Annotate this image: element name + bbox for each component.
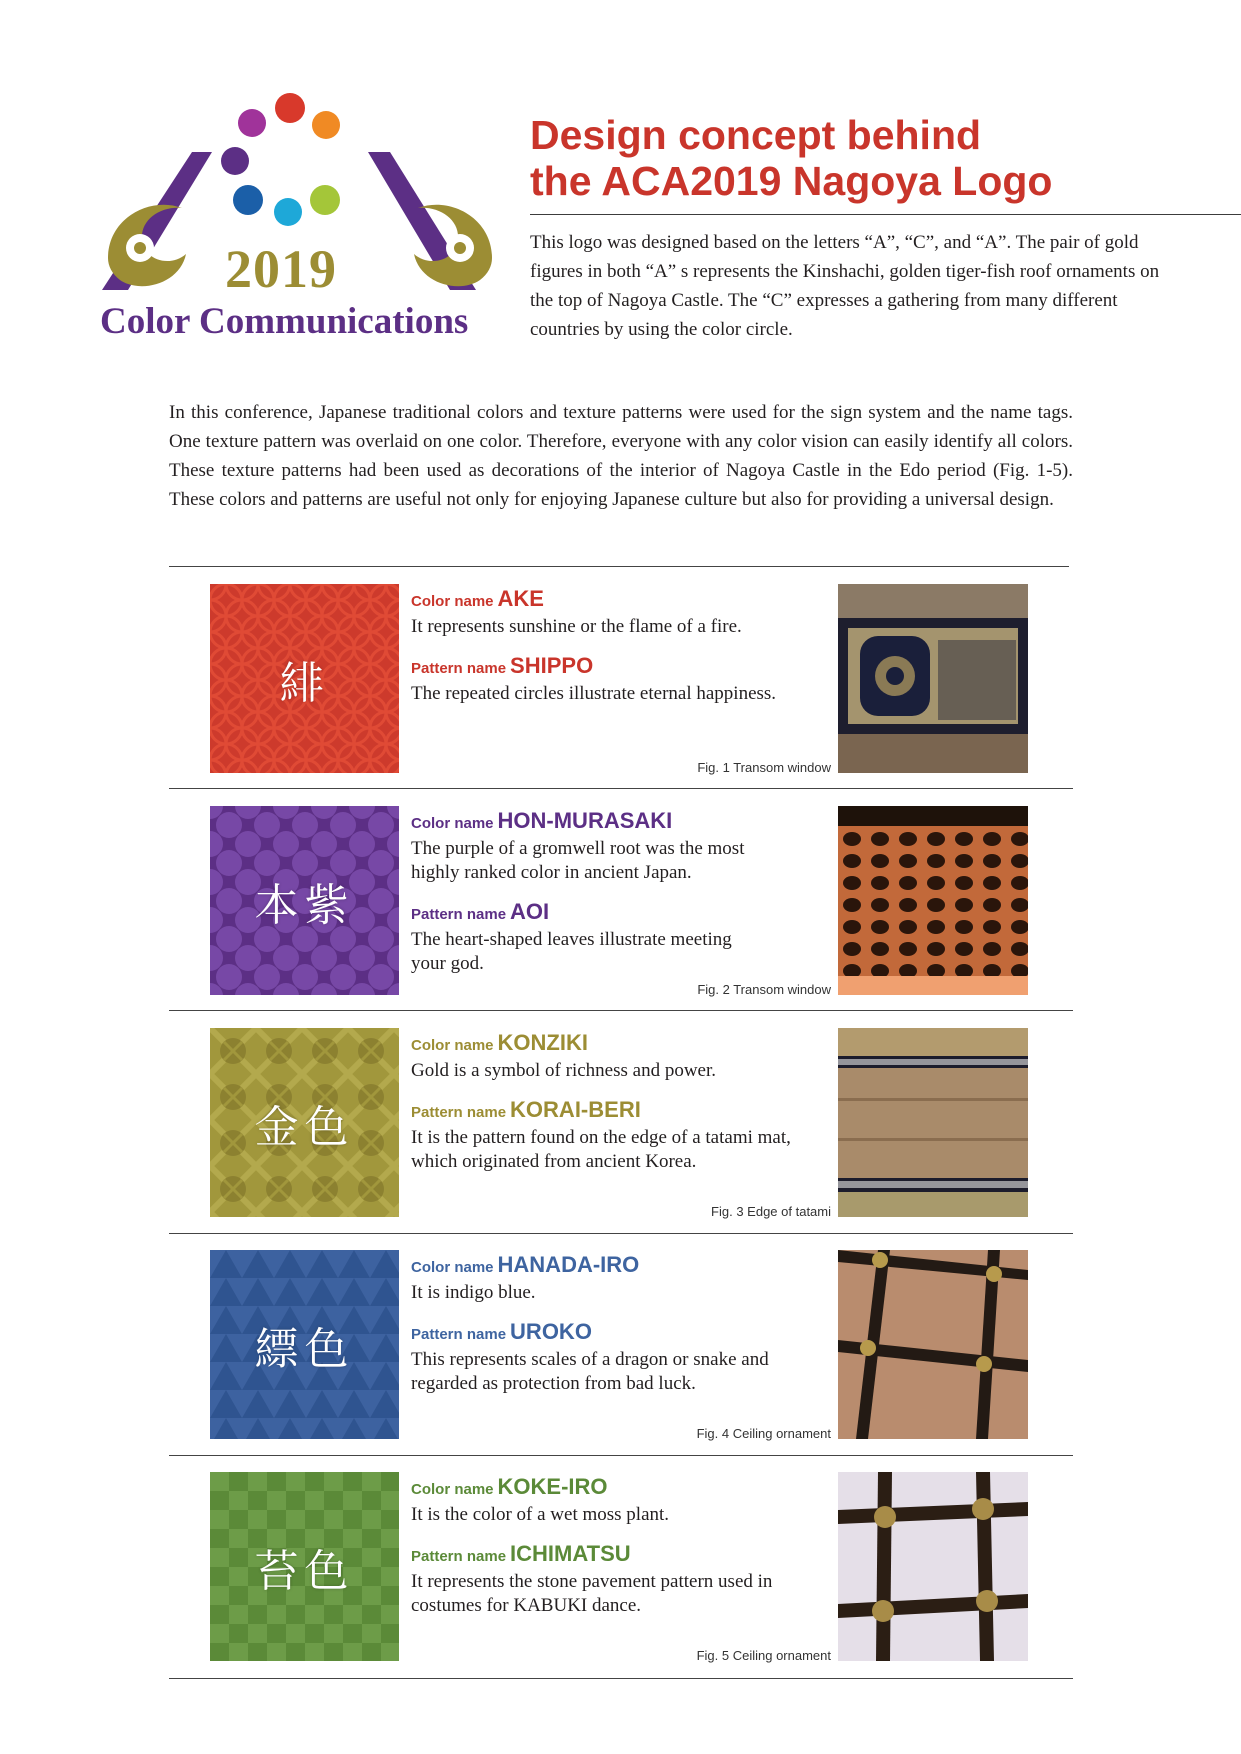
pattern-name-label: Pattern name bbox=[411, 906, 507, 923]
pattern-name: UROKO bbox=[510, 1319, 592, 1344]
entry-hanada-iro-info bbox=[411, 1252, 831, 1396]
figure-caption: Fig. 2 Transom window bbox=[697, 982, 831, 997]
color-name: AKE bbox=[497, 586, 544, 611]
intro-paragraph: This logo was designed based on the letters “A”, “C”, and “A”. The pair of gold figures in both “A” s represents the Kinshachi, golden tiger-fish roof ornaments on the top of Nagoya Castle. The “C” expresses a gathering from many different countries by using the color circle. bbox=[530, 232, 1160, 340]
kanji-label: 金色 bbox=[254, 1101, 355, 1153]
color-name: HON-MURASAKI bbox=[497, 808, 673, 833]
title-line-1: Design concept behind bbox=[530, 112, 982, 158]
entry-koke-iro-info bbox=[411, 1474, 831, 1618]
color-name-label: Color name bbox=[411, 815, 494, 832]
color-name: KOKE-IRO bbox=[497, 1474, 608, 1499]
figure-caption: Fig. 3 Edge of tatami bbox=[711, 1204, 831, 1219]
color-name-label: Color name bbox=[411, 1259, 494, 1276]
logo-year: 2019 bbox=[225, 239, 337, 299]
divider bbox=[169, 788, 1073, 789]
photo-ceiling-ornament bbox=[838, 1250, 1028, 1439]
photo-transom-window bbox=[838, 806, 1028, 995]
swatch-hanada-iro-uroko bbox=[210, 1250, 399, 1439]
divider bbox=[169, 1678, 1073, 1679]
kanji-label: 苔色 bbox=[254, 1545, 355, 1597]
figure-caption: Fig. 4 Ceiling ornament bbox=[696, 1426, 831, 1441]
pattern-name: SHIPPO bbox=[510, 653, 594, 678]
pattern-name-label: Pattern name bbox=[411, 1548, 507, 1565]
photo-ceiling-ornament bbox=[838, 1472, 1028, 1661]
swatch-konziki-korai-beri bbox=[210, 1028, 399, 1217]
pattern-name: KORAI-BERI bbox=[510, 1097, 641, 1122]
pattern-description: This represents scales of a dragon or snake and regarded as protection from bad luck. bbox=[411, 1349, 769, 1394]
divider bbox=[169, 1010, 1073, 1011]
photo-tatami-edge bbox=[838, 1028, 1028, 1217]
divider bbox=[169, 1233, 1073, 1234]
logo-subtitle: Color Communications bbox=[100, 301, 469, 342]
photo-transom-window bbox=[838, 584, 1028, 773]
color-name: KONZIKI bbox=[497, 1030, 588, 1055]
kanji-label: 本紫 bbox=[254, 879, 355, 931]
color-description: It is indigo blue. bbox=[411, 1282, 536, 1303]
title-divider bbox=[530, 214, 1241, 215]
title-line-2: the ACA2019 Nagoya Logo bbox=[530, 158, 1053, 204]
pattern-name: AOI bbox=[510, 899, 550, 924]
pattern-description: It is the pattern found on the edge of a tatami mat, which originated from ancient Korea. bbox=[411, 1127, 791, 1172]
color-name-label: Color name bbox=[411, 1037, 494, 1054]
color-description: Gold is a symbol of richness and power. bbox=[411, 1060, 717, 1081]
swatch-ake-shippo bbox=[210, 584, 399, 773]
pattern-name-label: Pattern name bbox=[411, 1326, 507, 1343]
body-paragraph: In this conference, Japanese traditional colors and texture patterns were used for the sign system and the name tags. One texture pattern was overlaid on one color. Therefore, everyone with any color vision can easily identify all colors. These texture patterns had been used as decorations of the interior of Nagoya Castle in the Edo period (Fig. 1-5). These colors and patterns are useful not only for enjoying Japanese culture but also for providing a universal design. bbox=[169, 402, 1073, 510]
color-name-label: Color name bbox=[411, 593, 494, 610]
entry-hon-murasaki-info bbox=[411, 808, 831, 976]
divider bbox=[169, 1455, 1073, 1456]
pattern-description: It represents the stone pavement pattern used in costumes for KABUKI dance. bbox=[411, 1571, 773, 1616]
pattern-name-label: Pattern name bbox=[411, 1104, 507, 1121]
pattern-description: The repeated circles illustrate eternal happiness. bbox=[411, 683, 777, 704]
color-name-label: Color name bbox=[411, 1481, 494, 1498]
color-description: It represents sunshine or the flame of a fire. bbox=[411, 616, 742, 637]
entry-ake-info bbox=[411, 586, 831, 706]
color-description: It is the color of a wet moss plant. bbox=[411, 1504, 670, 1525]
kanji-label: 緋 bbox=[279, 657, 330, 709]
swatch-hon-murasaki-aoi bbox=[210, 806, 399, 995]
figure-caption: Fig. 1 Transom window bbox=[697, 760, 831, 775]
pattern-description: The heart-shaped leaves illustrate meeting your god. bbox=[411, 929, 732, 974]
color-name: HANADA-IRO bbox=[497, 1252, 640, 1277]
entry-konziki-info bbox=[411, 1030, 831, 1174]
page-title bbox=[530, 112, 1150, 204]
figure-caption: Fig. 5 Ceiling ornament bbox=[696, 1648, 831, 1663]
pattern-name-label: Pattern name bbox=[411, 660, 507, 677]
kanji-label: 縹色 bbox=[254, 1323, 355, 1375]
divider bbox=[169, 566, 1069, 567]
pattern-name: ICHIMATSU bbox=[510, 1541, 631, 1566]
swatch-koke-iro-ichimatsu bbox=[210, 1472, 399, 1661]
color-description: The purple of a gromwell root was the most highly ranked color in ancient Japan. bbox=[411, 838, 745, 883]
